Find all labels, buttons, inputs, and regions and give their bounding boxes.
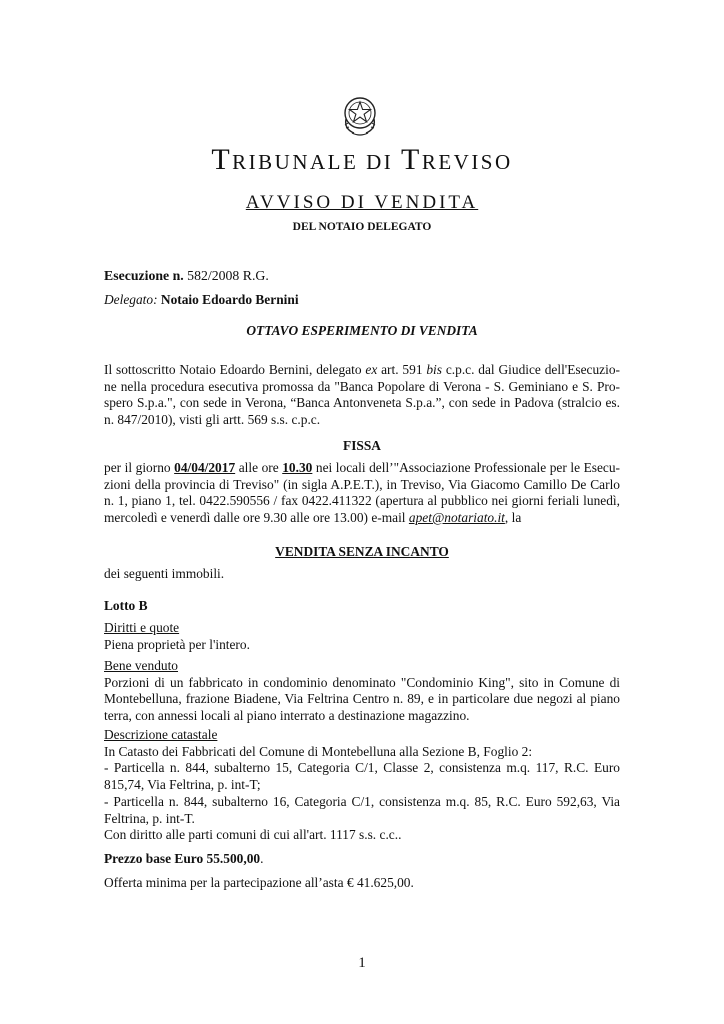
common-parts: Con diritto alle parti comuni di cui all'art. 1117 s.s. c.c.. <box>104 827 402 842</box>
notice-title: AVVISO DI VENDITA <box>245 192 479 213</box>
lot-title: Lotto B <box>104 598 148 613</box>
following-properties: dei seguenti immobili. <box>104 566 225 581</box>
cadastral-section: Descrizione catastale In Catasto dei Fabbricati del Comune di Montebelluna alla Sezione B, Foglio 2: - Particella n. 844, subalterno 15, Categoria C/1, Classe 2, consistenza m.q. 117, R.C. Euro 815,74, Via Feltrina, p. int-T; - Particella n. 844, subalterno 16, Categoria C/1, consistenza m.q. 85, R.C. Euro 592,63, Via Feltrina, p. int-T. <box>104 727 620 826</box>
fissa-heading: FISSA <box>343 438 381 453</box>
base-price: Prezzo base Euro 55.500,00. <box>104 851 264 866</box>
rights-section: Diritti e quote Piena proprietà per l'intero. <box>104 620 250 652</box>
page-number: 1 <box>358 955 366 971</box>
delegate-line: Delegato: Notaio Edoardo Bernini <box>104 292 299 307</box>
sale-heading: VENDITA SENZA INCANTO <box>275 544 449 559</box>
property-section: Bene venduto Porzioni di un fabbricato in condominio denominato "Condominio King", sito in Comune di Montebelluna, frazione Biadene, Via Feltrina Centro n. 89, e in particolare due negozi al piano terra, con annessi locali al piano interrato a destinazione magazzino. <box>104 658 620 724</box>
italian-republic-emblem-icon <box>340 93 380 137</box>
fissa-paragraph: per il giorno 04/04/2017 alle ore 10.30 nei locali dell’"Associazione Professionale per le Esecu- zioni della provincia di Treviso" (in sigla A.P.E.T.), in Treviso, Via Giacomo Camillo De Carlo n. 1, piano 1, tel. 0422.590556 / fax 0422.411322 (apertura al pubblico nei giorni feriali lunedì, mercoledì e venerdì dalle ore 9.30 alle ore 13.00) e-mail apet@notariato.it, la <box>104 460 621 526</box>
auction-date: 04/04/2017 <box>174 460 236 475</box>
court-title: TRIBUNALE DI TREVISO <box>211 143 513 176</box>
execution-number: Esecuzione n. 582/2008 R.G. <box>104 268 269 283</box>
experiment-heading: OTTAVO ESPERIMENTO DI VENDITA <box>246 323 478 338</box>
email-link[interactable]: apet@notariato.it <box>408 510 505 526</box>
minimum-offer: Offerta minima per la partecipazione all’asta € 41.625,00. <box>104 875 414 890</box>
auction-time: 10.30 <box>282 460 313 475</box>
notice-subtitle: DEL NOTAIO DELEGATO <box>292 221 432 233</box>
intro-paragraph: Il sottoscritto Notaio Edoardo Bernini, delegato ex art. 591 bis c.p.c. dal Giudice dell'Esecuzio- ne nella procedura esecutiva promossa da "Banca Popolare di Verona - S. Geminiano e S. Pro- spero S.p.a.", con sede in Verona, “Banca Antonveneta S.p.a.”, con sede in Padova (stralcio es. n. 847/2010), visti gli artt. 569 s.s. c.p.c. <box>104 362 620 428</box>
